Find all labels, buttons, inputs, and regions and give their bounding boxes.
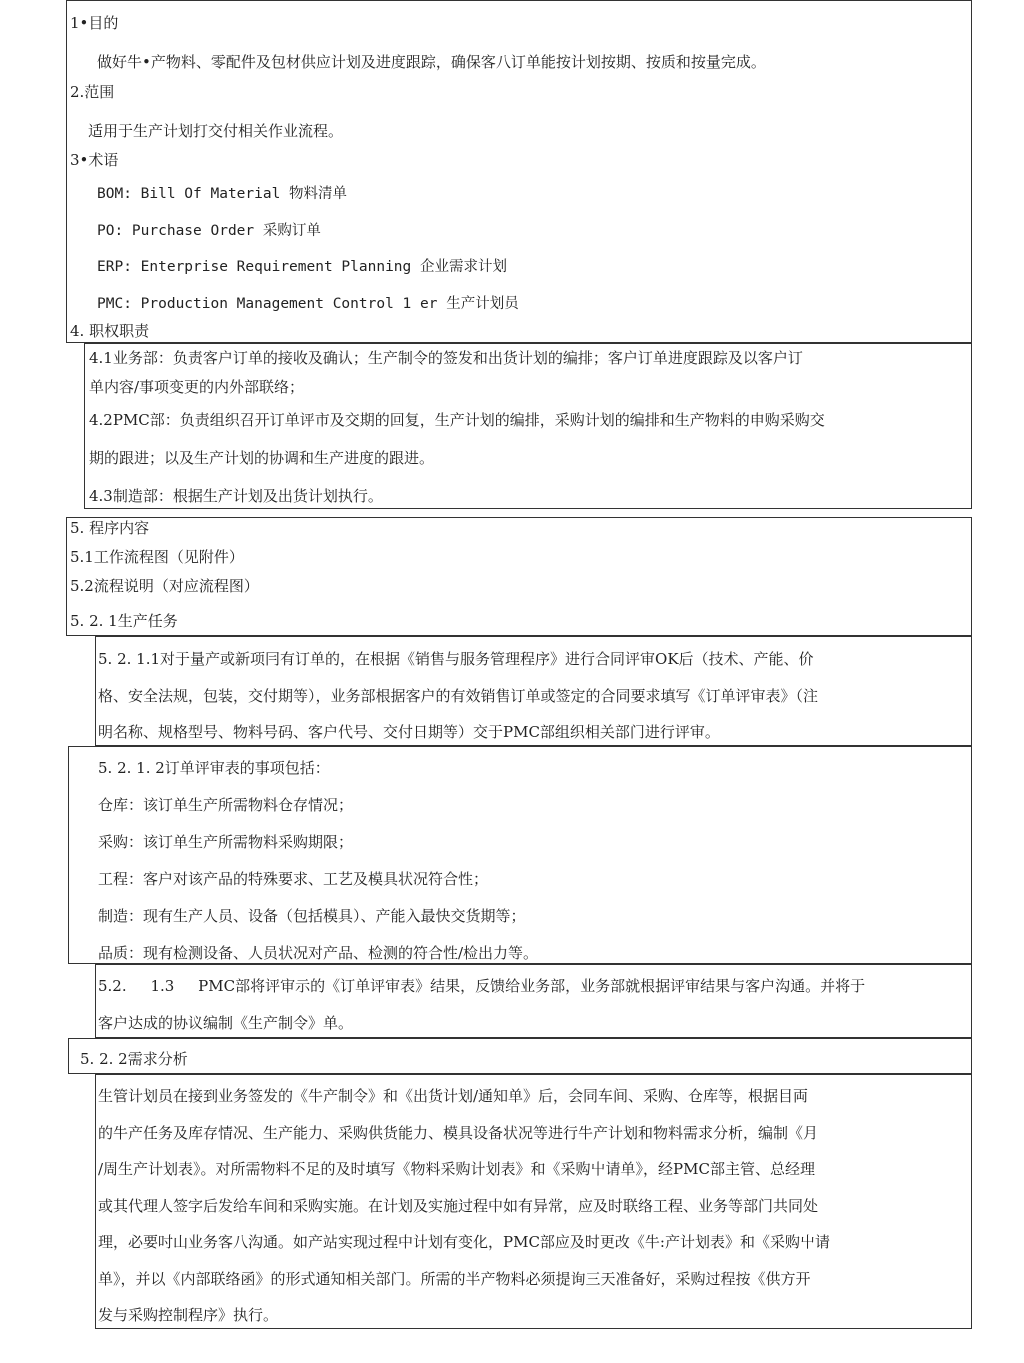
para-line: 品质：现有检测设备、人员状况对产品、检测的符合性/检出力等。 bbox=[98, 944, 539, 962]
section-2-body: 适用于生产计划打交付相关作业流程。 bbox=[88, 122, 344, 140]
para-line: /周生产计划表》。对所需物料不足的及时填写《物料采购计划表》和《采购屮请单》，经PMC部主管、总经理 bbox=[98, 1160, 815, 1178]
section-5-1: 5.1工作流程图（见附件） bbox=[70, 548, 244, 566]
para-line: 制造：现有生产人员、设备（包括模具）、产能入最快交货期等； bbox=[98, 907, 526, 925]
duty-line: 4.1业务部：负责客户订单的接收及确认；生产制令的签发和出货计划的编排；客户订单进度跟踪及以客户订 bbox=[89, 349, 803, 367]
section-1-heading: 1•目的 bbox=[70, 14, 119, 32]
section-4-heading: 4. 职权职责 bbox=[70, 322, 150, 340]
section-5-heading: 5. 程序内容 bbox=[70, 519, 150, 537]
para-line: 仓库：该订单生产所需物料仓存情况； bbox=[98, 796, 354, 814]
section-5-2: 5.2流程说明（对应流程图） bbox=[70, 577, 259, 595]
para-line: 单》，并以《内部联络函》的形式通知相关部门。所需的半产物料必须提询三天准备好，采购过程按《供方开 bbox=[98, 1269, 811, 1288]
duty-line: 单内容/事项变更的内外部联络； bbox=[89, 378, 305, 396]
term-erp: ERP: Enterprise Requirement Planning 企业需求计划 bbox=[97, 259, 507, 275]
para-line: 格、安全法规，包装，交付期等），业务部根据客户的有效销售订单或签定的合同要求填写《订单评审表》（注 bbox=[98, 686, 819, 705]
duty-line: 期的跟进；以及生产计划的协调和生产进度的跟进。 bbox=[89, 449, 435, 467]
section-5-2-2-frame bbox=[68, 1038, 972, 1074]
para-line: 生管计划员在接到业务签发的《牛产制令》和《出货计划/通知单》后，会同车间、采购、仓库等，根据目両 bbox=[98, 1087, 809, 1105]
para-line: 理，必要吋山业务客八沟通。如产站实现过程中计划有变化，PMC部应及时更改《牛:产计划表》和《采购屮请 bbox=[98, 1233, 830, 1251]
para-line: 采购：该订单生产所需物料采购期限； bbox=[98, 833, 354, 851]
para-5-2-1-2 bbox=[98, 758, 538, 980]
para-line: 客户达成的协议编制《生产制令》单。 bbox=[98, 1014, 354, 1032]
para-line: 明名称、规格型号、物料号码、客户代号、交付日期等）交于PMC部组织相关部门进行评审。 bbox=[98, 723, 720, 741]
para-line: 发与采购控制程序》执行。 bbox=[98, 1306, 279, 1324]
section-3-heading: 3•术语 bbox=[70, 151, 119, 169]
para-5-2-1-1 bbox=[98, 649, 818, 759]
duty-line: 4.3制造部：根据生产计划及出货计划执行。 bbox=[89, 487, 383, 505]
para-line: 5.2. 1.3 PMC部将评审示的《订单评审表》结果，反馈给业务部，业务部就根据评审结果与客户沟通。并将于 bbox=[98, 977, 866, 995]
section-4-lines bbox=[89, 348, 825, 523]
section-1-body: 做好牛•产物料、零配件及包材供应计划及进度跟踪，确保客八订单能按计划按期、按质和按量完成。 bbox=[97, 53, 766, 71]
term-bom: BOM: Bill Of Material 物料清单 bbox=[97, 186, 348, 202]
term-pmc: PMC: Production Management Control 1 er 生产计划员 bbox=[97, 296, 519, 312]
para-line: 5. 2. 1.1对于量产或新项冃有订单的，在根据《销售与服务管理程序》进行合同评审OK后（技术、产能、价 bbox=[98, 650, 814, 668]
para-line: 5. 2. 1. 2订单评审表的事项包括： bbox=[98, 759, 330, 777]
section-5-2-1: 5. 2. 1生产任务 bbox=[70, 612, 178, 630]
section-2-heading: 2.范围 bbox=[70, 83, 115, 101]
para-line: 的牛产任务及库存情况、生产能力、采购供货能力、模具设备状况等进行牛产计划和物料需求分析，编制《月 bbox=[98, 1123, 819, 1142]
para-5-2-2 bbox=[98, 1086, 830, 1342]
section-5-2-2-heading: 5. 2. 2需求分析 bbox=[80, 1050, 188, 1068]
term-po: PO: Purchase Order 采购订单 bbox=[97, 223, 321, 239]
duty-line: 4.2PMC部：负责组织召开订单评市及交期的回复，生产计划的编排，采购计划的编排和生产物料的申购采购交 bbox=[89, 411, 825, 429]
para-line: 工程：客户对该产品的特殊要求、工艺及模具状况符合性； bbox=[98, 870, 489, 888]
para-line: 或其代理人签字后发给车间和采购实施。在计划及实施过程中如有异常，应及时联络工程、业务等部门共同处 bbox=[98, 1196, 819, 1215]
